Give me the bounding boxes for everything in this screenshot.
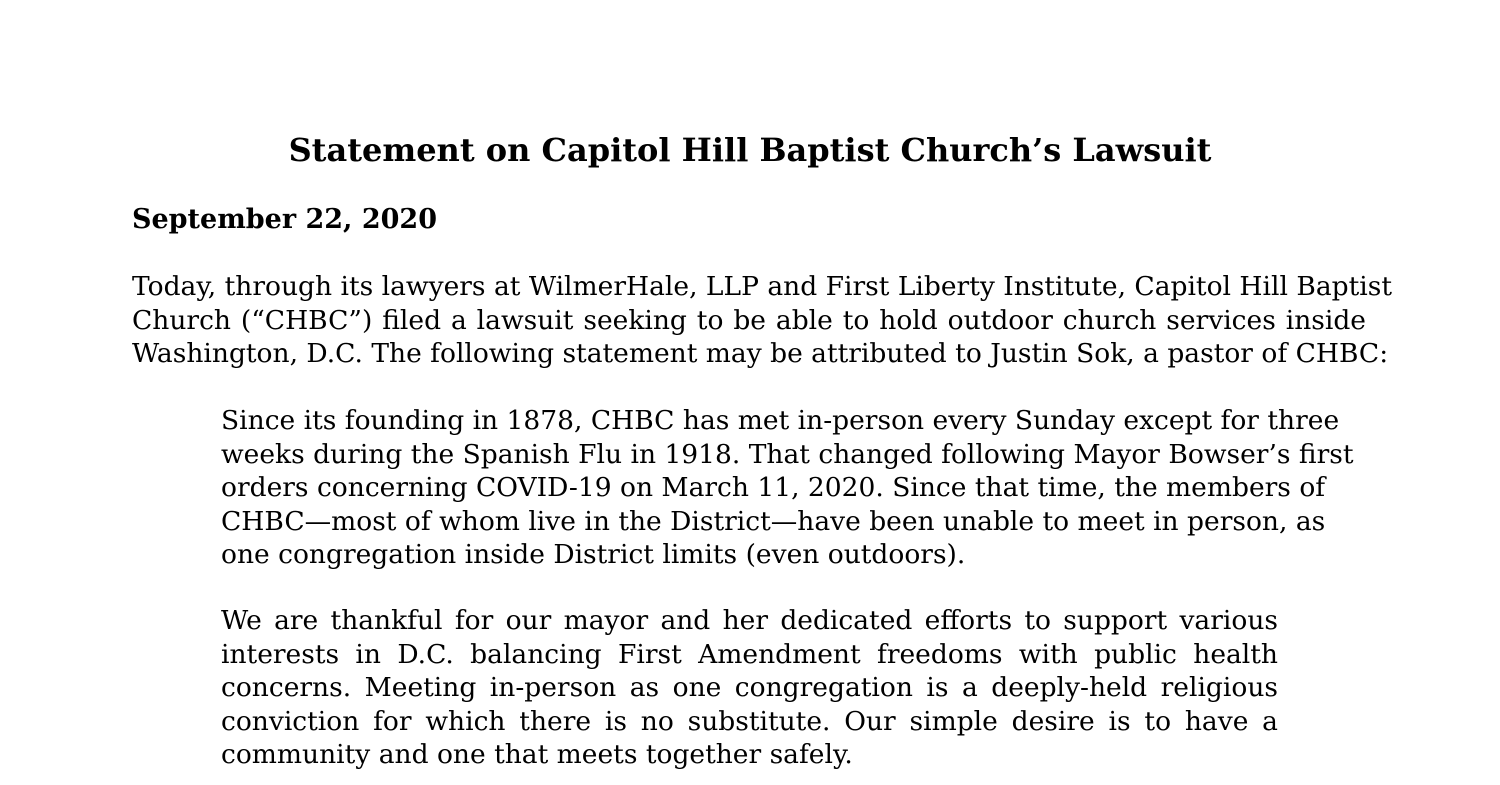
paragraph-line: concerns. Meeting in-person as one congregation is a deeply-held religious xyxy=(221,672,1278,703)
paragraph-line: community and one that meets together safely. xyxy=(221,739,853,770)
quote-paragraph-2 xyxy=(221,604,1278,772)
paragraph-line: interests in D.C. balancing First Amendment freedoms with public health xyxy=(221,638,1278,670)
paragraph-line: orders concerning COVID-19 on March 11, 2020. Since that time, the members of xyxy=(221,472,1326,503)
paragraph-line: Since its founding in 1878, CHBC has met in-person every Sunday except for three xyxy=(221,405,1340,436)
paragraph-line: Washington, D.C. The following statement may be attributed to Justin Sok, a pastor of CHBC: xyxy=(132,338,1389,369)
paragraph-line: conviction for which there is no substitute. Our simple desire is to have a xyxy=(221,705,1278,737)
paragraph-line: Today, through its lawyers at WilmerHale, LLP and First Liberty Institute, Capitol Hill Baptist xyxy=(132,271,1393,302)
document-title: Statement on Capitol Hill Baptist Church’s Lawsuit xyxy=(288,131,1212,169)
intro-paragraph xyxy=(132,270,1393,371)
paragraph-line: CHBC—most of whom live in the District—have been unable to meet in person, as xyxy=(221,505,1326,537)
paragraph-line: weeks during the Spanish Flu in 1918. That changed following Mayor Bowser’s first xyxy=(221,438,1354,470)
quote-paragraph-1 xyxy=(221,404,1354,572)
paragraph-line: We are thankful for our mayor and her dedicated efforts to support various xyxy=(221,605,1278,636)
statement-date: September 22, 2020 xyxy=(132,204,437,235)
paragraph-line: Church (“CHBC”) filed a lawsuit seeking to be able to hold outdoor church services inside xyxy=(132,304,1366,336)
paragraph-line: one congregation inside District limits (even outdoors). xyxy=(221,539,966,570)
